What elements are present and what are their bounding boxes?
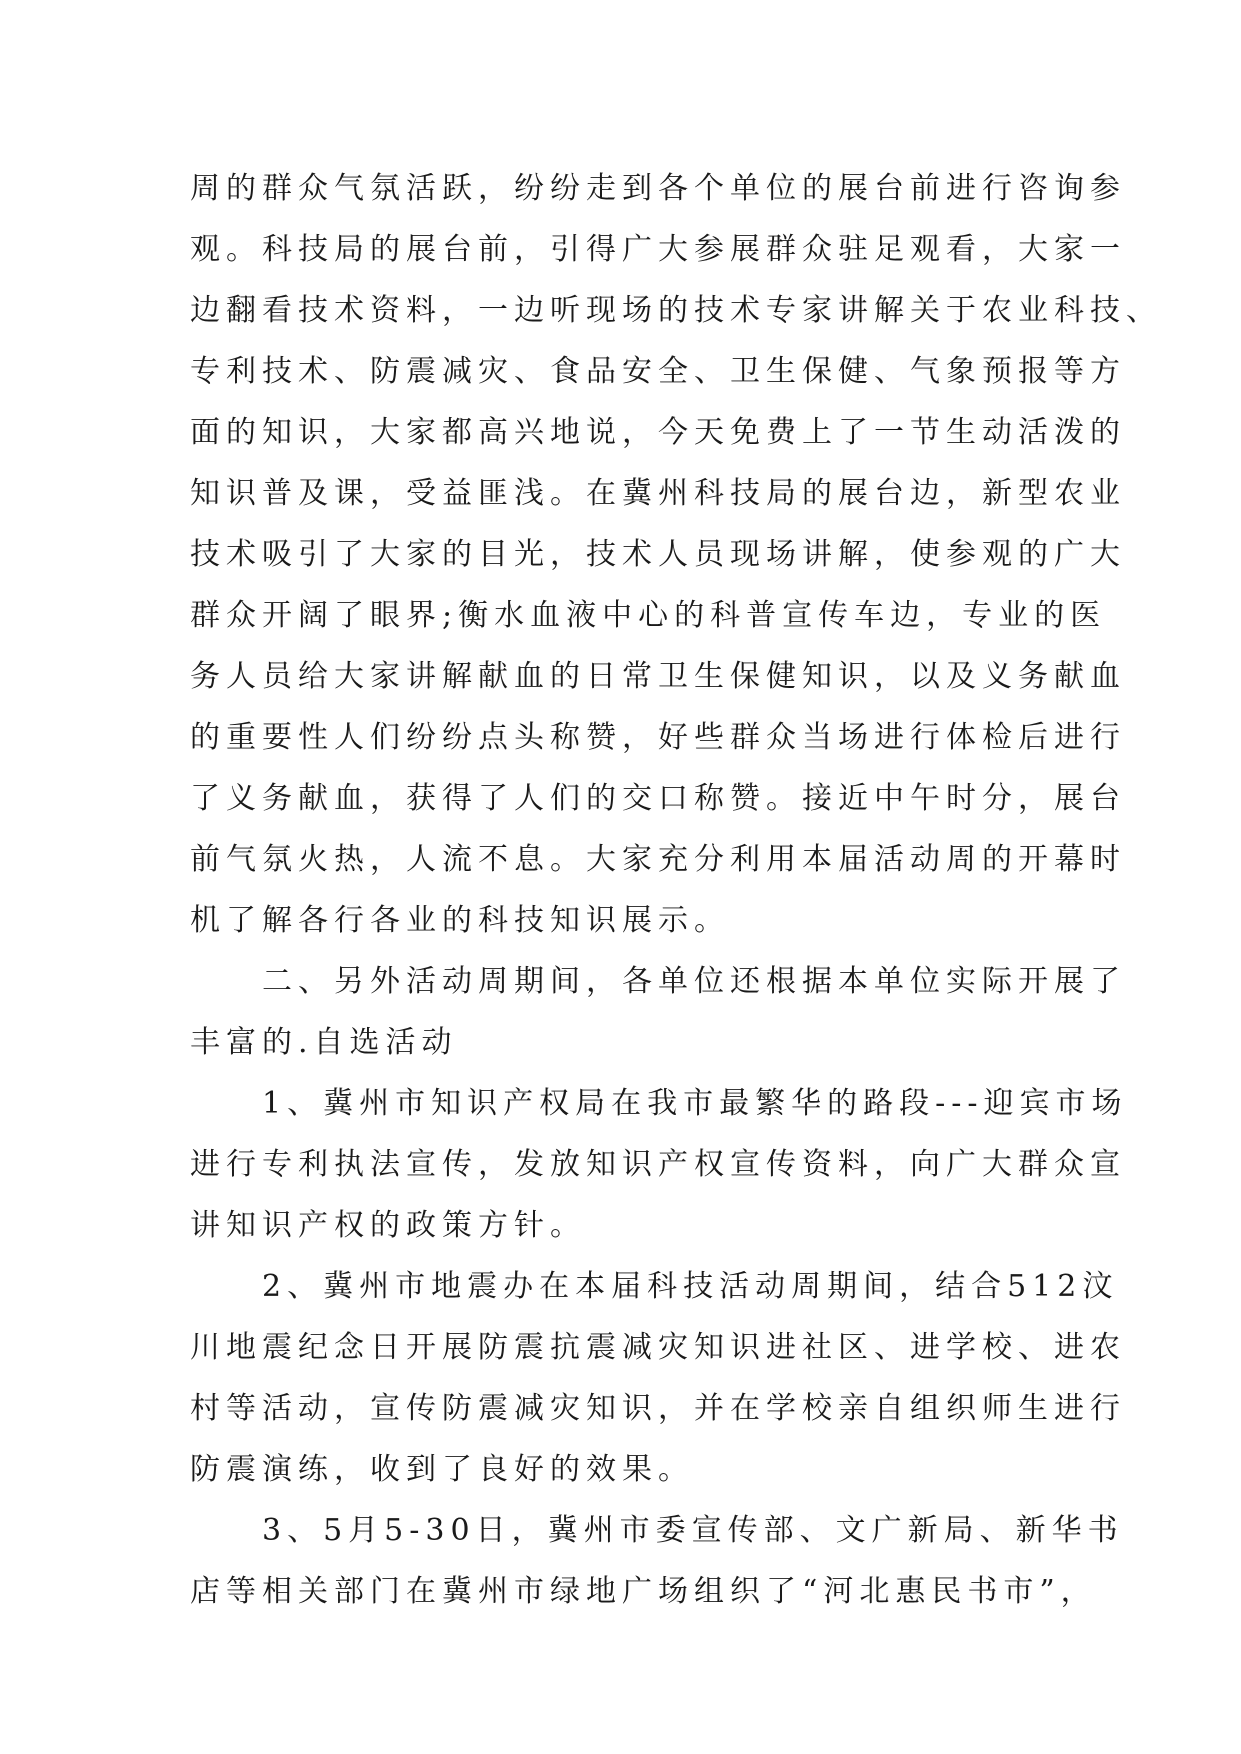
text-line: 周的群众气氛活跃，纷纷走到各个单位的展台前进行咨询参 — [190, 171, 1126, 206]
text-line: 讲知识产权的政策方针。 — [190, 1208, 586, 1243]
text-line: 群众开阔了眼界;衡水血液中心的科普宣传车边，专业的医 — [190, 598, 1107, 633]
text-line: 机了解各行各业的科技知识展示。 — [190, 903, 730, 938]
text-line: 2、冀州市地震办在本届科技活动周期间，结合512汶 — [190, 1269, 1119, 1304]
text-line: 二、另外活动周期间，各单位还根据本单位实际开展了 — [190, 964, 1126, 999]
text-line: 专利技术、防震减灾、食品安全、卫生保健、气象预报等方 — [190, 354, 1126, 389]
text-line: 知识普及课，受益匪浅。在冀州科技局的展台边，新型农业 — [190, 476, 1126, 511]
text-line: 村等活动，宣传防震减灾知识，并在学校亲自组织师生进行 — [190, 1391, 1126, 1426]
text-line: 川地震纪念日开展防震抗震减灾知识进社区、进学校、进农 — [190, 1330, 1126, 1365]
text-line: 1、冀州市知识产权局在我市最繁华的路段---迎宾市场 — [190, 1086, 1128, 1121]
text-line: 丰富的.自选活动 — [190, 1025, 458, 1060]
text-line: 的重要性人们纷纷点头称赞，好些群众当场进行体检后进行 — [190, 720, 1126, 755]
text-line: 了义务献血，获得了人们的交口称赞。接近中午时分，展台 — [190, 781, 1126, 816]
text-line: 防震演练，收到了良好的效果。 — [190, 1452, 694, 1487]
text-line: 务人员给大家讲解献血的日常卫生保健知识，以及义务献血 — [190, 659, 1126, 694]
text-line: 观。科技局的展台前，引得广大参展群众驻足观看，大家一 — [190, 232, 1126, 267]
text-line: 技术吸引了大家的目光，技术人员现场讲解，使参观的广大 — [190, 537, 1126, 572]
body-text — [190, 158, 1162, 1622]
text-line: 边翻看技术资料，一边听现场的技术专家讲解关于农业科技、 — [190, 293, 1162, 328]
text-line: 面的知识，大家都高兴地说，今天免费上了一节生动活泼的 — [190, 415, 1126, 450]
text-line: 店等相关部门在冀州市绿地广场组织了“河北惠民书市”， — [190, 1574, 1097, 1609]
text-line: 3、5月5-30日，冀州市委宣传部、文广新局、新华书 — [190, 1513, 1124, 1548]
text-line: 进行专利执法宣传，发放知识产权宣传资料，向广大群众宣 — [190, 1147, 1126, 1182]
text-line: 前气氛火热，人流不息。大家充分利用本届活动周的开幕时 — [190, 842, 1126, 877]
